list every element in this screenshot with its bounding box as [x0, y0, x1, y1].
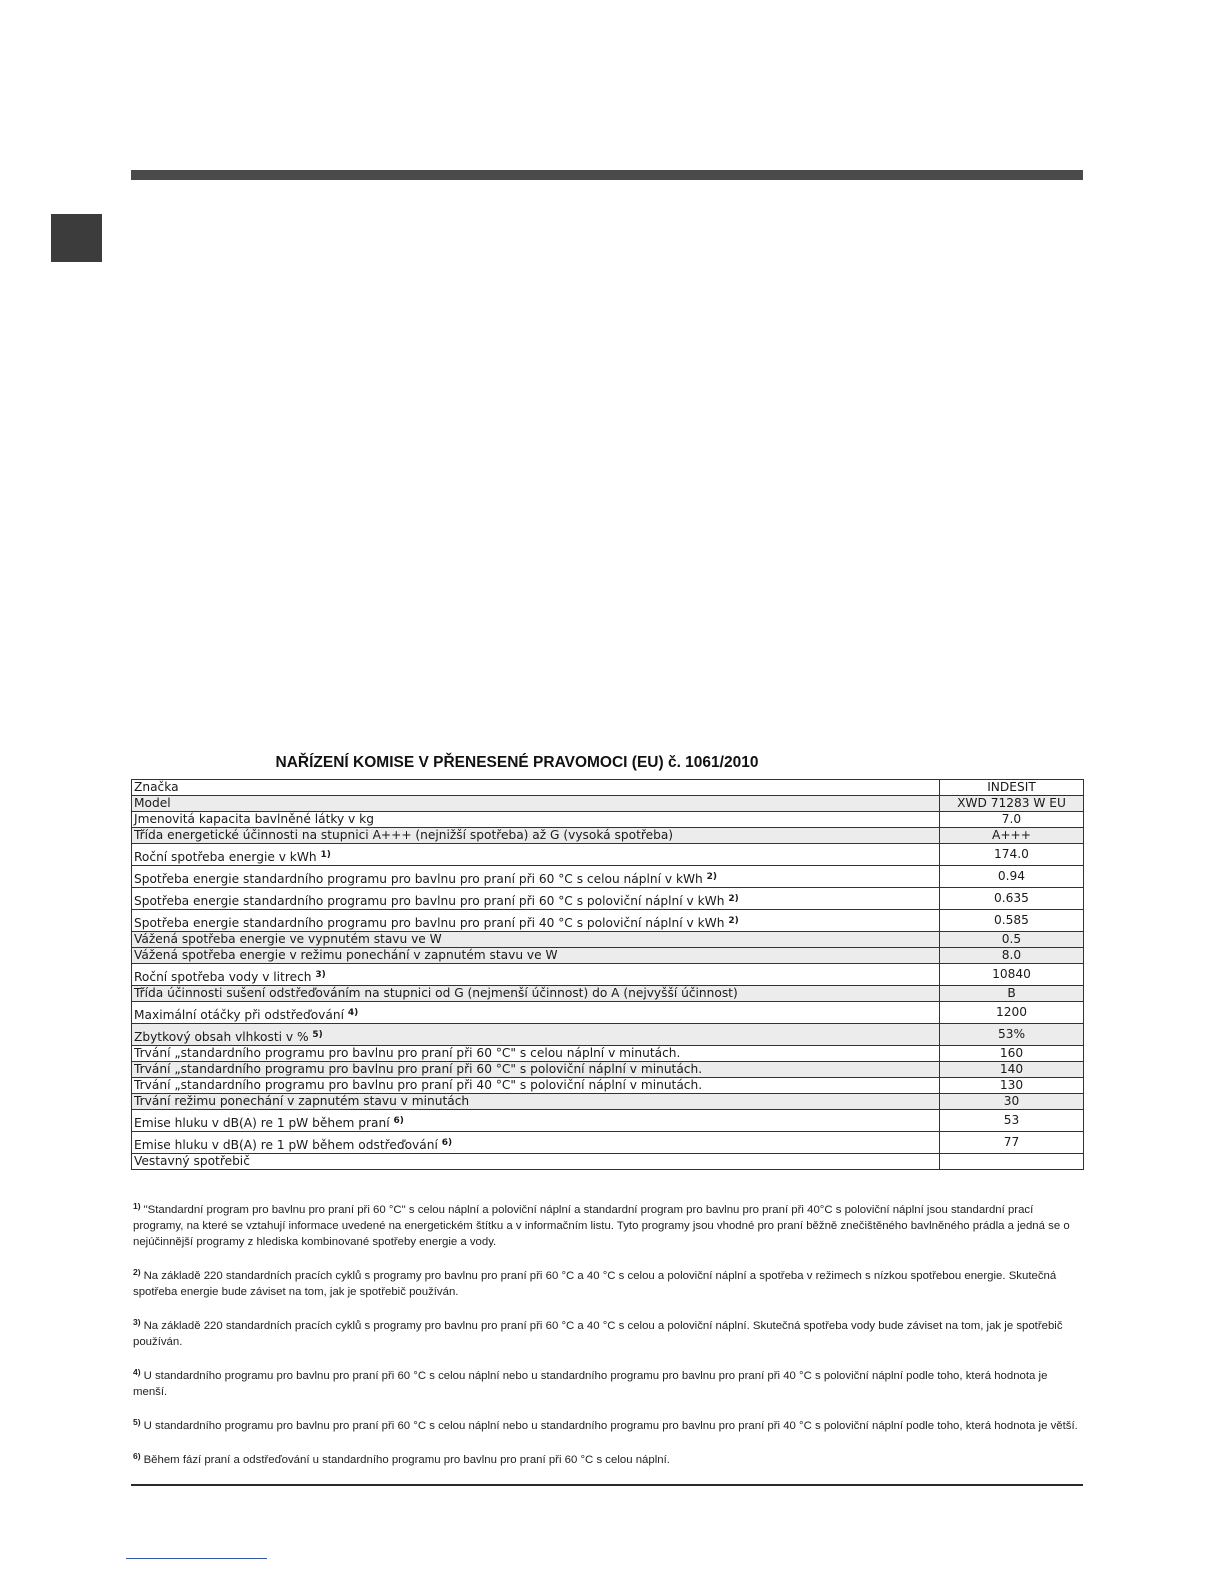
footnote — [133, 1314, 1083, 1350]
row-label: Značka — [134, 780, 179, 794]
footnote-ref: 5) — [312, 1030, 323, 1040]
row-value: 0.5 — [940, 932, 1084, 948]
footnote — [133, 1198, 1083, 1250]
row-label: Vážená spotřeba energie ve vypnutém stavu ve W — [134, 932, 442, 946]
row-value: 30 — [940, 1094, 1084, 1110]
row-label: Vážená spotřeba energie v režimu ponechání v zapnutém stavu ve W — [134, 948, 558, 962]
table-row — [132, 1002, 1084, 1024]
footnote-number: 3) — [133, 1317, 141, 1327]
footnote-text: U standardního programu pro bavlnu pro praní při 60 °C s celou náplní nebo u standardního programu pro bavlnu pro praní při 40 °C s poloviční náplní podle toho, která hodnota je větší. — [143, 1420, 1078, 1432]
row-label-cell — [132, 866, 940, 888]
footnote — [133, 1448, 1083, 1468]
row-label-cell — [132, 948, 940, 964]
row-value: 8.0 — [940, 948, 1084, 964]
footnote-ref: 3) — [315, 970, 326, 980]
row-label-cell — [132, 964, 940, 986]
table-row — [132, 932, 1084, 948]
footnote-number: 5) — [133, 1417, 141, 1427]
table-row — [132, 964, 1084, 986]
row-label-cell — [132, 1132, 940, 1154]
row-label-cell — [132, 910, 940, 932]
table-row — [132, 780, 1084, 796]
row-label-cell — [132, 1062, 940, 1078]
footer-link-underline — [126, 1558, 267, 1559]
row-value: 1200 — [940, 1002, 1084, 1024]
language-tab-block — [51, 214, 102, 262]
footnote-ref: 6) — [441, 1138, 453, 1148]
row-label-cell — [132, 844, 940, 866]
row-value: 77 — [940, 1132, 1084, 1154]
table-row — [132, 844, 1084, 866]
table-row — [132, 1062, 1084, 1078]
footnote-text: "Standardní program pro bavlnu pro praní při 60 °C" s celou náplní a poloviční náplní a standardní program pro bavlnu pro praní při 40°C s poloviční náplní jsou standardní prací programy, na které se vztahují informace uvedené na energetickém štítku a v informačním listu. Tyto programy jsou vhodné pro praní běžně znečištěného bavlněného prádla a jedná se o nejúčinnější programy z hlediska kombinované spotřeby energie a vody. — [133, 1204, 1070, 1248]
row-label-cell — [132, 1110, 940, 1132]
row-label-cell — [132, 1094, 940, 1110]
row-label-cell — [132, 888, 940, 910]
table-row — [132, 1046, 1084, 1062]
row-label: Emise hluku v dB(A) re 1 pW během odstřeďování — [134, 1138, 438, 1152]
footnote — [133, 1264, 1083, 1300]
footnote-number: 6) — [133, 1451, 141, 1461]
footnote — [133, 1364, 1083, 1400]
table-row — [132, 888, 1084, 910]
row-label: Emise hluku v dB(A) re 1 pW během praní — [134, 1116, 390, 1130]
row-label: Spotřeba energie standardního programu pro bavlnu pro praní při 60 °C s celou náplní v kWh — [134, 872, 703, 886]
row-label: Trvání režimu ponechání v zapnutém stavu v minutách — [134, 1094, 470, 1108]
row-label-cell — [132, 1046, 940, 1062]
row-label: Roční spotřeba vody v litrech — [134, 970, 312, 984]
row-label: Model — [134, 796, 171, 810]
table-row — [132, 1094, 1084, 1110]
row-label: Zbytkový obsah vlhkosti v % — [134, 1030, 309, 1044]
product-fiche-table — [131, 779, 1084, 1170]
table-row — [132, 1154, 1084, 1170]
row-label: Roční spotřeba energie v kWh — [134, 850, 317, 864]
table-row — [132, 828, 1084, 844]
footnote-number: 4) — [133, 1367, 141, 1377]
row-value: 0.585 — [940, 910, 1084, 932]
footnote-number: 2) — [133, 1267, 141, 1277]
table-row — [132, 986, 1084, 1002]
row-label-cell — [132, 812, 940, 828]
table-row — [132, 910, 1084, 932]
row-label-cell — [132, 986, 940, 1002]
footnote-number: 1) — [133, 1201, 141, 1211]
row-label: Trvání „standardního programu pro bavlnu pro praní při 40 °C" s poloviční náplní v minutách. — [134, 1078, 703, 1092]
footnote-ref: 2) — [728, 916, 739, 926]
row-value: INDESIT — [940, 780, 1084, 796]
footnote-ref: 1) — [320, 850, 331, 860]
row-label-cell — [132, 1078, 940, 1094]
footnotes — [133, 1198, 1083, 1482]
row-value: 53% — [940, 1024, 1084, 1046]
row-label-cell — [132, 1002, 940, 1024]
table-row — [132, 812, 1084, 828]
row-label: Vestavný spotřebič — [134, 1154, 250, 1168]
footnote — [133, 1414, 1083, 1434]
table-row — [132, 1110, 1084, 1132]
row-value: 7.0 — [940, 812, 1084, 828]
row-value: 160 — [940, 1046, 1084, 1062]
row-value: 140 — [940, 1062, 1084, 1078]
footnote-text: Během fází praní a odstřeďování u standardního programu pro bavlnu pro praní při 60 °C s celou náplní. — [143, 1454, 670, 1466]
row-value: 53 — [940, 1110, 1084, 1132]
header-rule — [131, 170, 1083, 180]
row-label-cell — [132, 796, 940, 812]
footnote-ref: 4) — [347, 1008, 359, 1018]
footnote-text: U standardního programu pro bavlnu pro praní při 60 °C s celou náplní nebo u standardního programu pro bavlnu pro praní při 40 °C s poloviční náplní podle toho, která hodnota je menší. — [133, 1370, 1048, 1398]
row-value: 10840 — [940, 964, 1084, 986]
row-value: 0.635 — [940, 888, 1084, 910]
table-row — [132, 1024, 1084, 1046]
table-row — [132, 948, 1084, 964]
row-value — [940, 1154, 1084, 1170]
footer-rule — [131, 1484, 1083, 1486]
footnote-text: Na základě 220 standardních pracích cyklů s programy pro bavlnu pro praní při 60 °C a 40 °C s celou a poloviční náplní. Skutečná spotřeba vody bude záviset na tom, jak je spotřebič používán. — [133, 1320, 1063, 1348]
row-label-cell — [132, 1154, 940, 1170]
row-label: Spotřeba energie standardního programu pro bavlnu pro praní při 60 °C s poloviční náplní v kWh — [134, 894, 725, 908]
row-value: A+++ — [940, 828, 1084, 844]
row-label-cell — [132, 1024, 940, 1046]
row-label: Spotřeba energie standardního programu pro bavlnu pro praní při 40 °C s poloviční náplní v kWh — [134, 916, 725, 930]
row-value: 174.0 — [940, 844, 1084, 866]
regulation-title: NAŘÍZENÍ KOMISE V PŘENESENÉ PRAVOMOCI (EU) č. 1061/2010 — [275, 754, 759, 771]
row-value: 130 — [940, 1078, 1084, 1094]
row-label: Trvání „standardního programu pro bavlnu pro praní při 60 °C" s poloviční náplní v minutách. — [134, 1062, 703, 1076]
row-label: Trvání „standardního programu pro bavlnu pro praní při 60 °C" s celou náplní v minutách. — [134, 1046, 681, 1060]
table-row — [132, 866, 1084, 888]
row-label-cell — [132, 828, 940, 844]
footnote-text: Na základě 220 standardních pracích cyklů s programy pro bavlnu pro praní při 60 °C a 40 °C s celou a poloviční náplní a spotřeba v režimech s nízkou spotřebou energie. Skutečná spotřeba energie bude záviset na tom, jak je spotřebič používán. — [133, 1270, 1057, 1298]
table-row — [132, 1078, 1084, 1094]
row-label-cell — [132, 780, 940, 796]
footnote-ref: 6) — [393, 1116, 404, 1126]
row-value: B — [940, 986, 1084, 1002]
footnote-ref: 2) — [728, 894, 739, 904]
row-label: Třída energetické účinnosti na stupnici A+++ (nejnižší spotřeba) až G (vysoká spotřeba) — [134, 828, 674, 842]
row-label: Třída účinnosti sušení odstřeďováním na stupnici od G (nejmenší účinnost) do A (nejvyšší účinnost) — [134, 986, 738, 1000]
row-label: Jmenovitá kapacita bavlněné látky v kg — [134, 812, 374, 826]
table-row — [132, 1132, 1084, 1154]
footnote-ref: 2) — [706, 872, 718, 882]
table-row — [132, 796, 1084, 812]
row-label: Maximální otáčky při odstřeďování — [134, 1008, 344, 1022]
row-value: XWD 71283 W EU — [940, 796, 1084, 812]
row-value: 0.94 — [940, 866, 1084, 888]
row-label-cell — [132, 932, 940, 948]
